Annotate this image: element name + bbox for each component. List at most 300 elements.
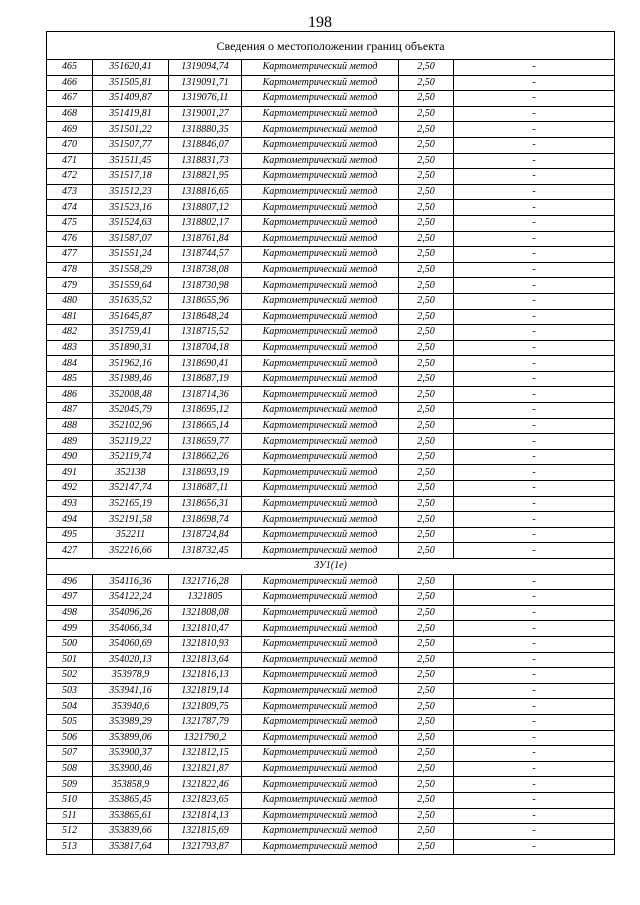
table-row — [47, 839, 615, 855]
y-coordinate-cell: 1321822,46 — [169, 777, 242, 793]
point-number-cell: 496 — [47, 574, 93, 590]
y-coordinate-cell: 1318704,18 — [169, 340, 242, 356]
point-number-cell: 427 — [47, 543, 93, 559]
point-number-cell: 509 — [47, 777, 93, 793]
point-number-cell: 480 — [47, 293, 93, 309]
x-coordinate-cell: 351645,87 — [93, 309, 169, 325]
table-row — [47, 75, 615, 91]
accuracy-cell: 2,50 — [399, 636, 454, 652]
x-coordinate-cell: 351511,45 — [93, 153, 169, 169]
point-number-cell: 502 — [47, 668, 93, 684]
method-cell: Картометрический метод — [242, 761, 399, 777]
point-number-cell: 500 — [47, 636, 93, 652]
point-number-cell: 511 — [47, 808, 93, 824]
y-coordinate-cell: 1318761,84 — [169, 231, 242, 247]
x-coordinate-cell: 352211 — [93, 527, 169, 543]
table-row — [47, 418, 615, 434]
method-cell: Картометрический метод — [242, 746, 399, 762]
y-coordinate-cell: 1321793,87 — [169, 839, 242, 855]
table-row — [47, 137, 615, 153]
y-coordinate-cell: 1318821,95 — [169, 169, 242, 185]
method-cell: Картометрический метод — [242, 403, 399, 419]
x-coordinate-cell: 352147,74 — [93, 481, 169, 497]
x-coordinate-cell: 352119,22 — [93, 434, 169, 450]
description-cell: - — [454, 309, 615, 325]
point-number-cell: 506 — [47, 730, 93, 746]
y-coordinate-cell: 1321716,28 — [169, 574, 242, 590]
x-coordinate-cell: 353899,06 — [93, 730, 169, 746]
method-cell: Картометрический метод — [242, 371, 399, 387]
table-row — [47, 699, 615, 715]
point-number-cell: 472 — [47, 169, 93, 185]
accuracy-cell: 2,50 — [399, 293, 454, 309]
y-coordinate-cell: 1318662,26 — [169, 449, 242, 465]
table-row — [47, 730, 615, 746]
method-cell: Картометрический метод — [242, 449, 399, 465]
method-cell: Картометрический метод — [242, 200, 399, 216]
point-number-cell: 475 — [47, 215, 93, 231]
description-cell: - — [454, 387, 615, 403]
description-cell: - — [454, 699, 615, 715]
method-cell: Картометрический метод — [242, 340, 399, 356]
accuracy-cell: 2,50 — [399, 262, 454, 278]
x-coordinate-cell: 351587,07 — [93, 231, 169, 247]
table-row — [47, 434, 615, 450]
accuracy-cell: 2,50 — [399, 403, 454, 419]
point-number-cell: 484 — [47, 356, 93, 372]
description-cell: - — [454, 262, 615, 278]
y-coordinate-cell: 1318802,17 — [169, 215, 242, 231]
page-number: 198 — [308, 14, 332, 31]
y-coordinate-cell: 1321816,13 — [169, 668, 242, 684]
point-number-cell: 478 — [47, 262, 93, 278]
description-cell: - — [454, 605, 615, 621]
accuracy-cell: 2,50 — [399, 621, 454, 637]
table-row — [47, 278, 615, 294]
x-coordinate-cell: 354116,36 — [93, 574, 169, 590]
x-coordinate-cell: 351890,31 — [93, 340, 169, 356]
point-number-cell: 486 — [47, 387, 93, 403]
x-coordinate-cell: 351524,63 — [93, 215, 169, 231]
y-coordinate-cell: 1319091,71 — [169, 75, 242, 91]
table-row — [47, 184, 615, 200]
accuracy-cell: 2,50 — [399, 75, 454, 91]
y-coordinate-cell: 1321809,75 — [169, 699, 242, 715]
y-coordinate-cell: 1318648,24 — [169, 309, 242, 325]
x-coordinate-cell: 354122,24 — [93, 590, 169, 606]
description-cell: - — [454, 792, 615, 808]
method-cell: Картометрический метод — [242, 91, 399, 107]
y-coordinate-cell: 1321790,2 — [169, 730, 242, 746]
table-row — [47, 309, 615, 325]
x-coordinate-cell: 353900,46 — [93, 761, 169, 777]
accuracy-cell: 2,50 — [399, 496, 454, 512]
x-coordinate-cell: 353940,6 — [93, 699, 169, 715]
y-coordinate-cell: 1321808,08 — [169, 605, 242, 621]
method-cell: Картометрический метод — [242, 434, 399, 450]
table-row — [47, 371, 615, 387]
method-cell: Картометрический метод — [242, 543, 399, 559]
y-coordinate-cell: 1319076,11 — [169, 91, 242, 107]
y-coordinate-cell: 1321805 — [169, 590, 242, 606]
y-coordinate-cell: 1318880,35 — [169, 122, 242, 138]
point-number-cell: 470 — [47, 137, 93, 153]
method-cell: Картометрический метод — [242, 215, 399, 231]
description-cell: - — [454, 371, 615, 387]
method-cell: Картометрический метод — [242, 262, 399, 278]
y-coordinate-cell: 1318698,74 — [169, 512, 242, 528]
table-row — [47, 761, 615, 777]
description-cell: - — [454, 574, 615, 590]
accuracy-cell: 2,50 — [399, 340, 454, 356]
table-row — [47, 325, 615, 341]
x-coordinate-cell: 354060,69 — [93, 636, 169, 652]
point-number-cell: 485 — [47, 371, 93, 387]
accuracy-cell: 2,50 — [399, 387, 454, 403]
table-row — [47, 91, 615, 107]
x-coordinate-cell: 354020,13 — [93, 652, 169, 668]
x-coordinate-cell: 352191,58 — [93, 512, 169, 528]
accuracy-cell: 2,50 — [399, 481, 454, 497]
description-cell: - — [454, 512, 615, 528]
table-row — [47, 449, 615, 465]
accuracy-cell: 2,50 — [399, 792, 454, 808]
section-label: ЗУ1(1е) — [47, 559, 615, 575]
point-number-cell: 467 — [47, 91, 93, 107]
accuracy-cell: 2,50 — [399, 356, 454, 372]
table-row — [47, 340, 615, 356]
point-number-cell: 512 — [47, 824, 93, 840]
description-cell: - — [454, 621, 615, 637]
accuracy-cell: 2,50 — [399, 231, 454, 247]
method-cell: Картометрический метод — [242, 247, 399, 263]
method-cell: Картометрический метод — [242, 481, 399, 497]
y-coordinate-cell: 1321812,15 — [169, 746, 242, 762]
y-coordinate-cell: 1318655,96 — [169, 293, 242, 309]
method-cell: Картометрический метод — [242, 730, 399, 746]
point-number-cell: 510 — [47, 792, 93, 808]
y-coordinate-cell: 1321810,47 — [169, 621, 242, 637]
description-cell: - — [454, 293, 615, 309]
table-row — [47, 465, 615, 481]
y-coordinate-cell: 1318714,36 — [169, 387, 242, 403]
point-number-cell: 513 — [47, 839, 93, 855]
point-number-cell: 508 — [47, 761, 93, 777]
x-coordinate-cell: 353865,61 — [93, 808, 169, 824]
table-row — [47, 215, 615, 231]
method-cell: Картометрический метод — [242, 574, 399, 590]
y-coordinate-cell: 1318831,73 — [169, 153, 242, 169]
description-cell: - — [454, 652, 615, 668]
description-cell: - — [454, 231, 615, 247]
method-cell: Картометрический метод — [242, 418, 399, 434]
point-number-cell: 490 — [47, 449, 93, 465]
y-coordinate-cell: 1321814,13 — [169, 808, 242, 824]
table-row — [47, 481, 615, 497]
x-coordinate-cell: 351505,81 — [93, 75, 169, 91]
y-coordinate-cell: 1319001,27 — [169, 106, 242, 122]
table-row — [47, 169, 615, 185]
x-coordinate-cell: 351501,22 — [93, 122, 169, 138]
method-cell: Картометрический метод — [242, 122, 399, 138]
x-coordinate-cell: 353900,37 — [93, 746, 169, 762]
accuracy-cell: 2,50 — [399, 371, 454, 387]
point-number-cell: 503 — [47, 683, 93, 699]
table-row — [47, 746, 615, 762]
x-coordinate-cell: 352102,96 — [93, 418, 169, 434]
table-row — [47, 106, 615, 122]
table-row — [47, 496, 615, 512]
description-cell: - — [454, 247, 615, 263]
method-cell: Картометрический метод — [242, 652, 399, 668]
boundary-table — [46, 31, 615, 855]
table-row — [47, 792, 615, 808]
x-coordinate-cell: 351989,46 — [93, 371, 169, 387]
table-row — [47, 262, 615, 278]
method-cell: Картометрический метод — [242, 699, 399, 715]
description-cell: - — [454, 746, 615, 762]
method-cell: Картометрический метод — [242, 356, 399, 372]
table-row — [47, 824, 615, 840]
description-cell: - — [454, 278, 615, 294]
x-coordinate-cell: 351759,41 — [93, 325, 169, 341]
description-cell: - — [454, 668, 615, 684]
method-cell: Картометрический метод — [242, 169, 399, 185]
accuracy-cell: 2,50 — [399, 605, 454, 621]
description-cell: - — [454, 137, 615, 153]
accuracy-cell: 2,50 — [399, 699, 454, 715]
accuracy-cell: 2,50 — [399, 574, 454, 590]
x-coordinate-cell: 351419,81 — [93, 106, 169, 122]
table-row — [47, 777, 615, 793]
accuracy-cell: 2,50 — [399, 278, 454, 294]
x-coordinate-cell: 353865,45 — [93, 792, 169, 808]
point-number-cell: 473 — [47, 184, 93, 200]
table-row — [47, 574, 615, 590]
table-row — [47, 668, 615, 684]
description-cell: - — [454, 434, 615, 450]
table-row — [47, 247, 615, 263]
table-row — [47, 387, 615, 403]
description-cell: - — [454, 777, 615, 793]
y-coordinate-cell: 1318730,98 — [169, 278, 242, 294]
method-cell: Картометрический метод — [242, 714, 399, 730]
x-coordinate-cell: 351635,52 — [93, 293, 169, 309]
y-coordinate-cell: 1318690,41 — [169, 356, 242, 372]
method-cell: Картометрический метод — [242, 824, 399, 840]
y-coordinate-cell: 1321810,93 — [169, 636, 242, 652]
y-coordinate-cell: 1318687,19 — [169, 371, 242, 387]
table-row — [47, 356, 615, 372]
point-number-cell: 483 — [47, 340, 93, 356]
description-cell: - — [454, 200, 615, 216]
description-cell: - — [454, 761, 615, 777]
table-row — [47, 200, 615, 216]
description-cell: - — [454, 839, 615, 855]
table-row — [47, 590, 615, 606]
x-coordinate-cell: 351512,23 — [93, 184, 169, 200]
description-cell: - — [454, 465, 615, 481]
y-coordinate-cell: 1319094,74 — [169, 60, 242, 76]
accuracy-cell: 2,50 — [399, 325, 454, 341]
description-cell: - — [454, 714, 615, 730]
point-number-cell: 479 — [47, 278, 93, 294]
table-row — [47, 683, 615, 699]
method-cell: Картометрический метод — [242, 808, 399, 824]
x-coordinate-cell: 351507,77 — [93, 137, 169, 153]
accuracy-cell: 2,50 — [399, 808, 454, 824]
x-coordinate-cell: 351620,41 — [93, 60, 169, 76]
table-row — [47, 512, 615, 528]
x-coordinate-cell: 352045,79 — [93, 403, 169, 419]
description-cell: - — [454, 824, 615, 840]
y-coordinate-cell: 1318732,45 — [169, 543, 242, 559]
method-cell: Картометрический метод — [242, 137, 399, 153]
x-coordinate-cell: 351558,29 — [93, 262, 169, 278]
y-coordinate-cell: 1318656,31 — [169, 496, 242, 512]
method-cell: Картометрический метод — [242, 184, 399, 200]
method-cell: Картометрический метод — [242, 465, 399, 481]
y-coordinate-cell: 1321821,87 — [169, 761, 242, 777]
y-coordinate-cell: 1318665,14 — [169, 418, 242, 434]
description-cell: - — [454, 403, 615, 419]
point-number-cell: 474 — [47, 200, 93, 216]
y-coordinate-cell: 1318738,08 — [169, 262, 242, 278]
table-row — [47, 605, 615, 621]
accuracy-cell: 2,50 — [399, 153, 454, 169]
y-coordinate-cell: 1318693,19 — [169, 465, 242, 481]
x-coordinate-cell: 352119,74 — [93, 449, 169, 465]
accuracy-cell: 2,50 — [399, 137, 454, 153]
accuracy-cell: 2,50 — [399, 247, 454, 263]
description-cell: - — [454, 636, 615, 652]
description-cell: - — [454, 75, 615, 91]
description-cell: - — [454, 169, 615, 185]
method-cell: Картометрический метод — [242, 683, 399, 699]
description-cell: - — [454, 184, 615, 200]
description-cell: - — [454, 60, 615, 76]
table-row — [47, 122, 615, 138]
method-cell: Картометрический метод — [242, 496, 399, 512]
point-number-cell: 466 — [47, 75, 93, 91]
table-row — [47, 293, 615, 309]
accuracy-cell: 2,50 — [399, 652, 454, 668]
description-cell: - — [454, 356, 615, 372]
x-coordinate-cell: 352216,66 — [93, 543, 169, 559]
table-row — [47, 403, 615, 419]
table-row — [47, 153, 615, 169]
description-cell: - — [454, 91, 615, 107]
x-coordinate-cell: 353839,66 — [93, 824, 169, 840]
table-row — [47, 543, 615, 559]
method-cell: Картометрический метод — [242, 792, 399, 808]
method-cell: Картометрический метод — [242, 278, 399, 294]
method-cell: Картометрический метод — [242, 60, 399, 76]
x-coordinate-cell: 353978,9 — [93, 668, 169, 684]
description-cell: - — [454, 122, 615, 138]
table-title: Сведения о местоположении границ объекта — [47, 32, 615, 60]
accuracy-cell: 2,50 — [399, 746, 454, 762]
y-coordinate-cell: 1318724,84 — [169, 527, 242, 543]
accuracy-cell: 2,50 — [399, 527, 454, 543]
method-cell: Картометрический метод — [242, 309, 399, 325]
description-cell: - — [454, 340, 615, 356]
accuracy-cell: 2,50 — [399, 714, 454, 730]
method-cell: Картометрический метод — [242, 231, 399, 247]
point-number-cell: 498 — [47, 605, 93, 621]
accuracy-cell: 2,50 — [399, 215, 454, 231]
description-cell: - — [454, 215, 615, 231]
y-coordinate-cell: 1318846,07 — [169, 137, 242, 153]
y-coordinate-cell: 1318816,65 — [169, 184, 242, 200]
table-title-row — [47, 32, 615, 60]
section-row — [47, 559, 615, 575]
point-number-cell: 505 — [47, 714, 93, 730]
method-cell: Картометрический метод — [242, 777, 399, 793]
x-coordinate-cell: 352165,19 — [93, 496, 169, 512]
description-cell: - — [454, 418, 615, 434]
point-number-cell: 476 — [47, 231, 93, 247]
y-coordinate-cell: 1318695,12 — [169, 403, 242, 419]
description-cell: - — [454, 683, 615, 699]
point-number-cell: 477 — [47, 247, 93, 263]
x-coordinate-cell: 354066,34 — [93, 621, 169, 637]
x-coordinate-cell: 352008,48 — [93, 387, 169, 403]
accuracy-cell: 2,50 — [399, 122, 454, 138]
accuracy-cell: 2,50 — [399, 543, 454, 559]
point-number-cell: 493 — [47, 496, 93, 512]
point-number-cell: 507 — [47, 746, 93, 762]
method-cell: Картометрический метод — [242, 325, 399, 341]
accuracy-cell: 2,50 — [399, 512, 454, 528]
accuracy-cell: 2,50 — [399, 761, 454, 777]
point-number-cell: 495 — [47, 527, 93, 543]
point-number-cell: 468 — [47, 106, 93, 122]
method-cell: Картометрический метод — [242, 590, 399, 606]
method-cell: Картометрический метод — [242, 512, 399, 528]
point-number-cell: 497 — [47, 590, 93, 606]
accuracy-cell: 2,50 — [399, 590, 454, 606]
y-coordinate-cell: 1318715,52 — [169, 325, 242, 341]
table-row — [47, 60, 615, 76]
point-number-cell: 494 — [47, 512, 93, 528]
x-coordinate-cell: 353941,16 — [93, 683, 169, 699]
y-coordinate-cell: 1321787,79 — [169, 714, 242, 730]
point-number-cell: 481 — [47, 309, 93, 325]
accuracy-cell: 2,50 — [399, 730, 454, 746]
description-cell: - — [454, 496, 615, 512]
description-cell: - — [454, 325, 615, 341]
x-coordinate-cell: 354096,26 — [93, 605, 169, 621]
method-cell: Картометрический метод — [242, 668, 399, 684]
method-cell: Картометрический метод — [242, 75, 399, 91]
point-number-cell: 491 — [47, 465, 93, 481]
description-cell: - — [454, 481, 615, 497]
x-coordinate-cell: 353817,64 — [93, 839, 169, 855]
table-row — [47, 527, 615, 543]
description-cell: - — [454, 730, 615, 746]
y-coordinate-cell: 1321815,69 — [169, 824, 242, 840]
accuracy-cell: 2,50 — [399, 465, 454, 481]
x-coordinate-cell: 351962,16 — [93, 356, 169, 372]
table-row — [47, 621, 615, 637]
description-cell: - — [454, 106, 615, 122]
x-coordinate-cell: 353989,29 — [93, 714, 169, 730]
point-number-cell: 492 — [47, 481, 93, 497]
method-cell: Картометрический метод — [242, 293, 399, 309]
method-cell: Картометрический метод — [242, 106, 399, 122]
y-coordinate-cell: 1318659,77 — [169, 434, 242, 450]
